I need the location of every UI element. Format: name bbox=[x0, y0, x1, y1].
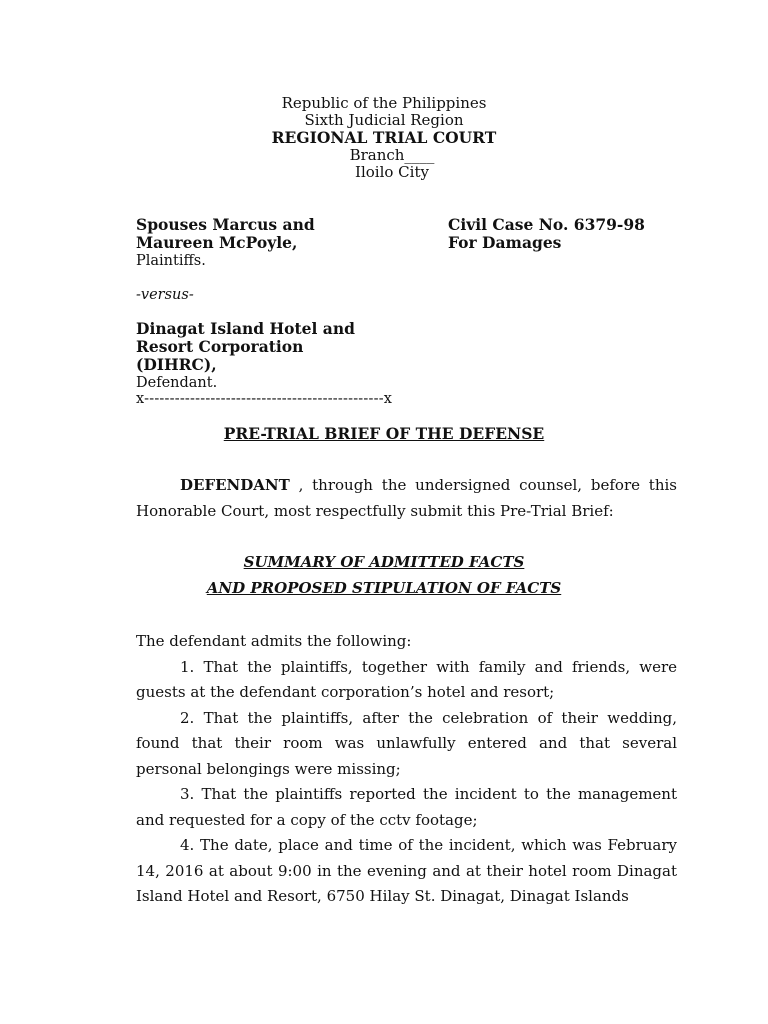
defendant-name-line3: (DIHRC), bbox=[136, 355, 217, 374]
intro-line1-rest: , through the undersigned counsel, before this bbox=[289, 476, 677, 494]
item-4-line2: 14, 2016 at about 9:00 in the evening and at their hotel room Dinagat bbox=[136, 861, 677, 880]
versus-label: -versus- bbox=[136, 287, 194, 303]
header-court: REGIONAL TRIAL COURT bbox=[271, 128, 497, 147]
item-3-line1: 3. That the plaintiffs reported the incident to the management bbox=[180, 785, 677, 803]
plaintiffs-name-line1: Spouses Marcus and bbox=[136, 215, 315, 234]
intro-lead: DEFENDANT bbox=[180, 476, 290, 494]
header-region: Sixth Judicial Region bbox=[304, 111, 464, 129]
intro-paragraph bbox=[136, 473, 677, 524]
section-title-line1: SUMMARY OF ADMITTED FACTS bbox=[243, 553, 525, 571]
item-2-line1: 2. That the plaintiffs, after the celebration of their wedding, bbox=[180, 708, 677, 727]
admits-intro: The defendant admits the following: bbox=[136, 632, 412, 650]
item-2-line3: personal belongings were missing; bbox=[136, 759, 401, 778]
case-number: Civil Case No. 6379-98 bbox=[448, 215, 645, 234]
admits-block bbox=[136, 629, 677, 910]
defendant-name-line1: Dinagat Island Hotel and bbox=[136, 319, 355, 338]
item-1-line2: guests at the defendant corporation’s hotel and resort; bbox=[136, 683, 555, 701]
item-4-line3: Island Hotel and Resort, 6750 Hilay St. Dinagat, Dinagat Islands bbox=[136, 887, 629, 905]
section-title-line2: AND PROPOSED STIPULATION OF FACTS bbox=[206, 579, 562, 597]
intro-line2: Honorable Court, most respectfully submit this Pre-Trial Brief: bbox=[136, 501, 614, 520]
header-city: Iloilo City bbox=[355, 163, 429, 181]
caption-separator: x-----------------------------------------------x bbox=[136, 391, 393, 407]
intro-line1 bbox=[136, 473, 677, 499]
item-2-line2: found that their room was unlawfully entered and that several bbox=[136, 734, 677, 752]
document-title: PRE-TRIAL BRIEF OF THE DEFENSE bbox=[223, 424, 545, 443]
header-branch: Branch____ bbox=[349, 146, 435, 164]
defendant-role: Defendant. bbox=[136, 375, 218, 391]
plaintiffs-role: Plaintiffs. bbox=[136, 253, 206, 269]
item-1-line1: 1. That the plaintiffs, together with family and friends, were bbox=[180, 657, 677, 676]
header-republic: Republic of the Philippines bbox=[281, 94, 487, 112]
item-4-line1: 4. The date, place and time of the incident, which was February bbox=[180, 836, 677, 854]
plaintiffs-name-line2: Maureen McPoyle, bbox=[136, 233, 298, 252]
case-type: For Damages bbox=[448, 233, 562, 252]
defendant-name-line2: Resort Corporation bbox=[136, 337, 304, 356]
item-3-line2: and requested for a copy of the cctv footage; bbox=[136, 810, 478, 829]
